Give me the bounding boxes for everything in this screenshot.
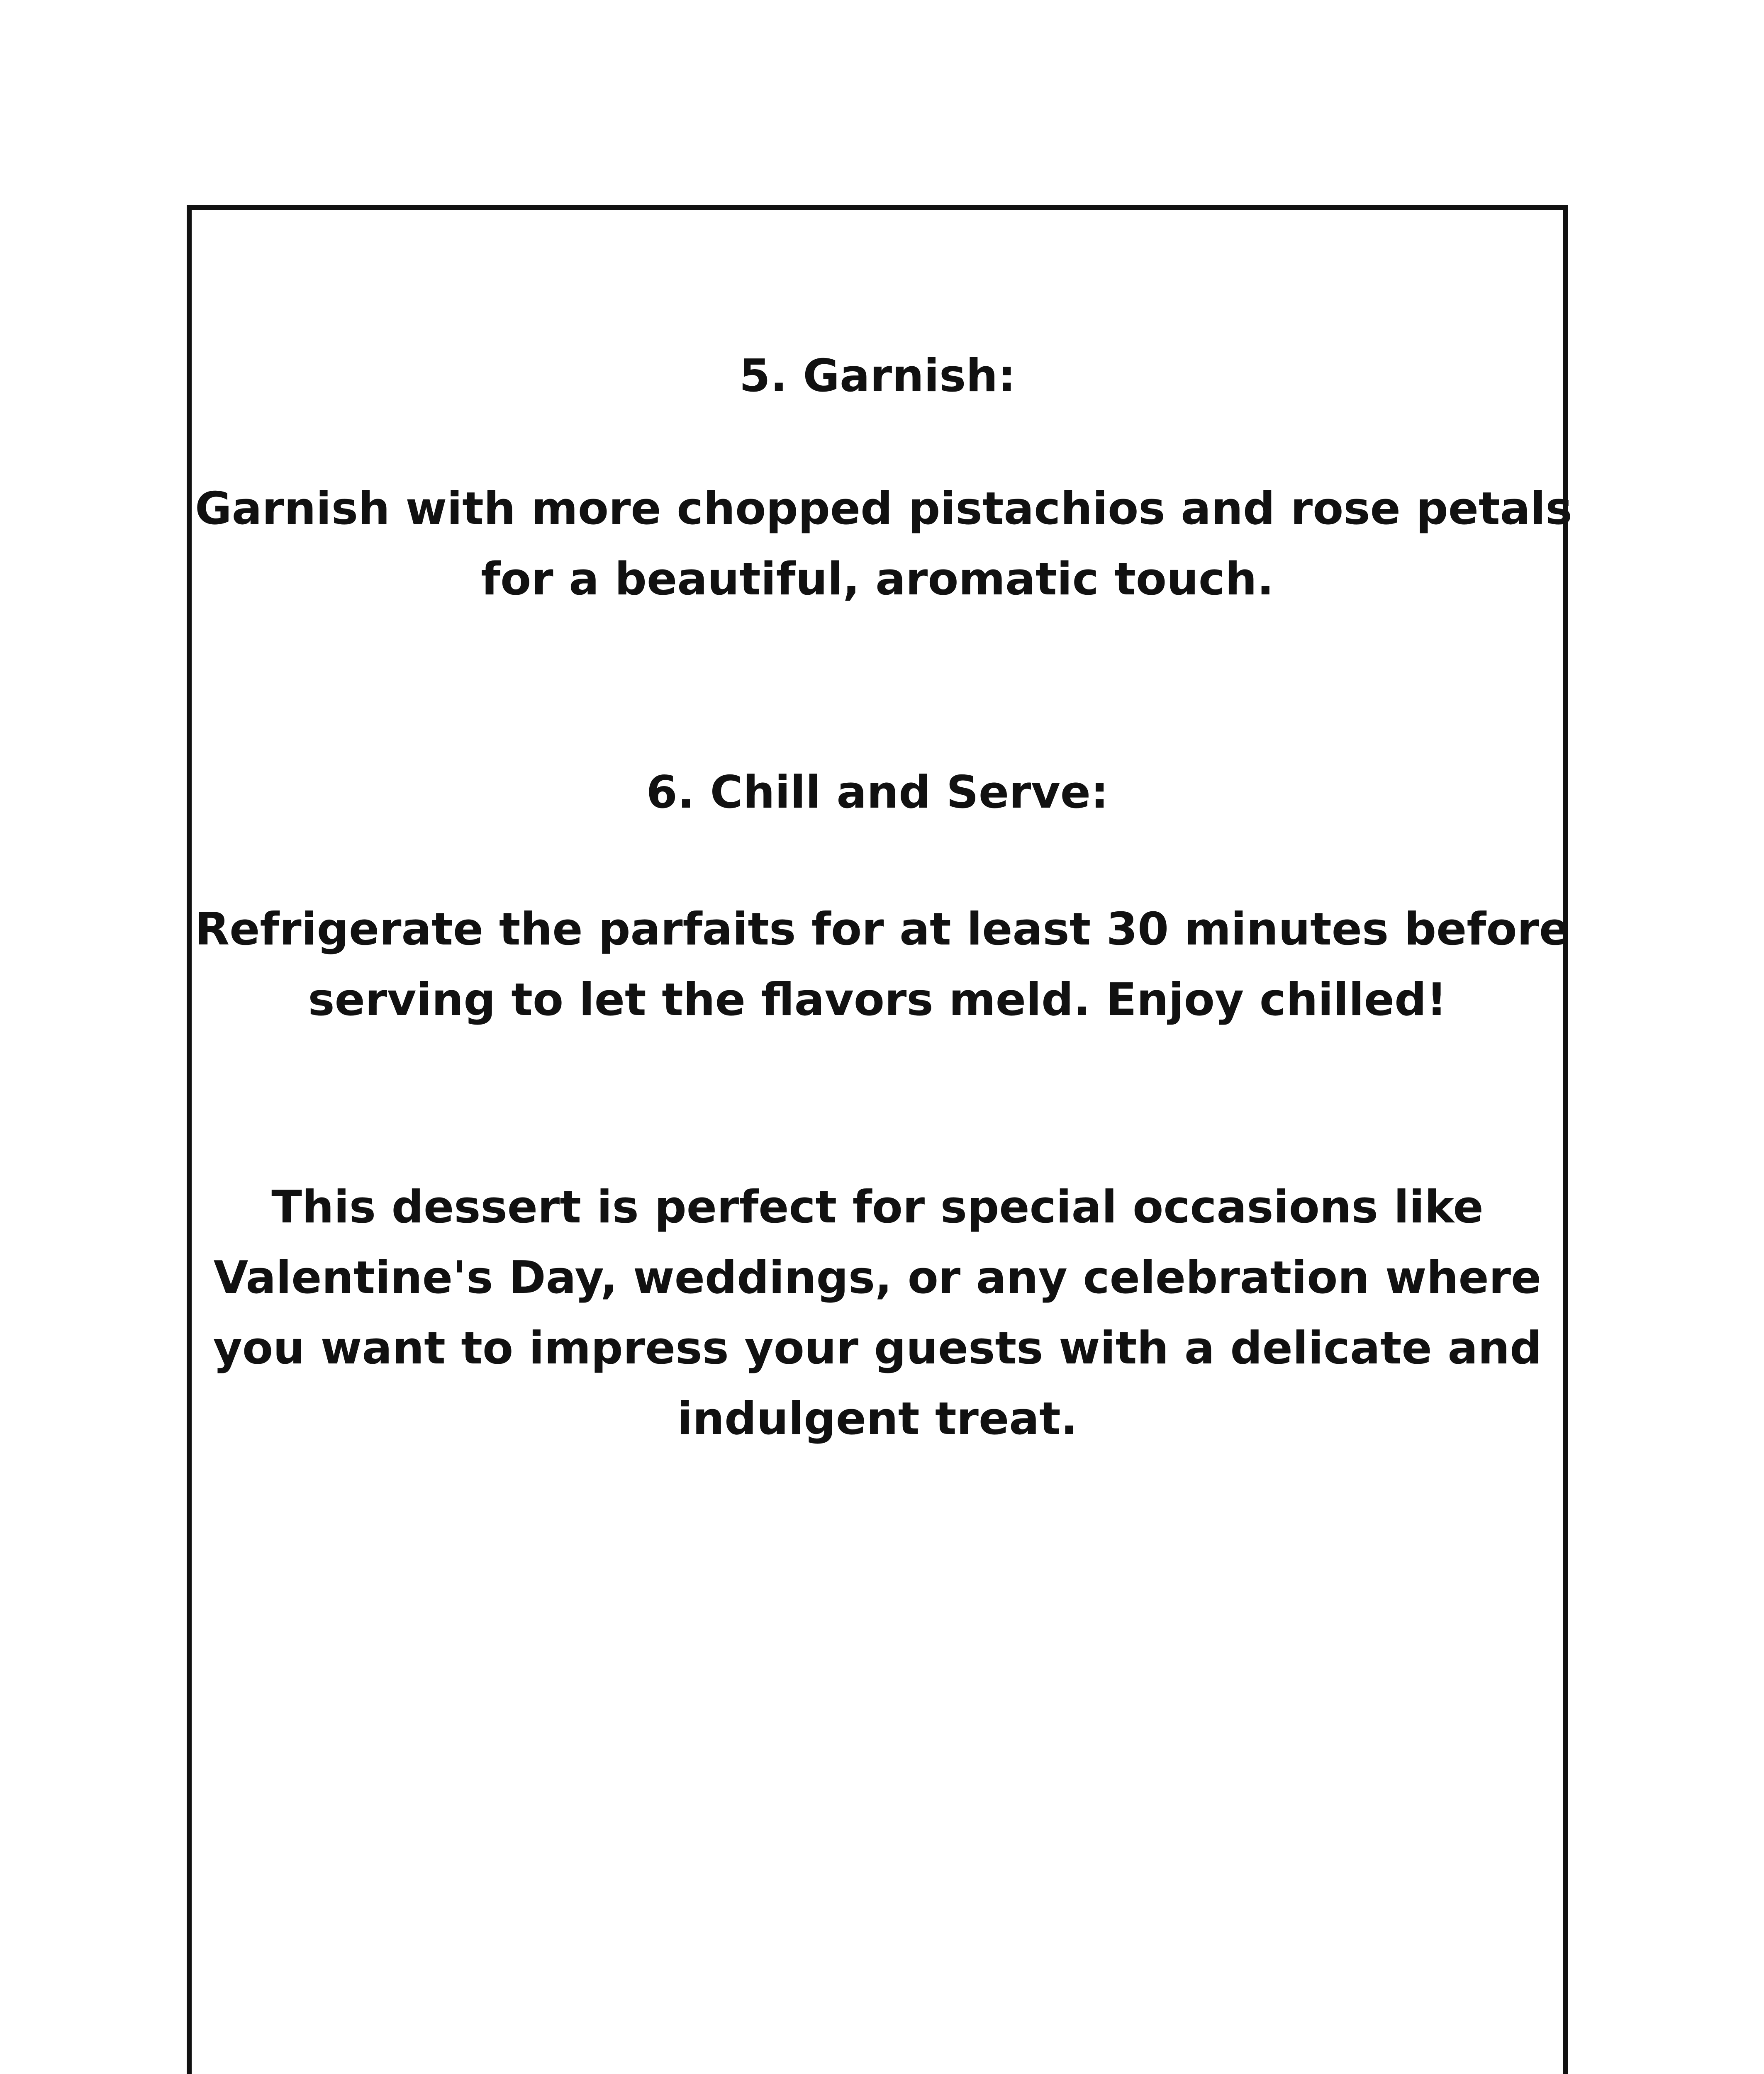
step-6-line: serving to let the flavors meld. Enjoy chilled! [308, 974, 1447, 1026]
step-6-text [195, 894, 1570, 1035]
closing-line: Valentine's Day, weddings, or any celebration where [213, 1252, 1542, 1304]
closing-paragraph [195, 1172, 1560, 1454]
step-5-line: Garnish with more chopped pistachios and rose petals [195, 483, 1572, 535]
step-6-line: Refrigerate the parfaits for at least 30 minutes before [195, 903, 1570, 955]
closing-line: indulgent treat. [677, 1393, 1078, 1445]
step-6-heading: 6. Chill and Serve: [646, 767, 1109, 818]
step-5-heading: 5. Garnish: [739, 350, 1016, 402]
closing-line: This dessert is perfect for special occasions like [271, 1181, 1484, 1233]
step-5-line: for a beautiful, aromatic touch. [481, 553, 1274, 605]
step-5-text [195, 474, 1572, 615]
closing-line: you want to impress your guests with a delicate and [213, 1322, 1542, 1374]
